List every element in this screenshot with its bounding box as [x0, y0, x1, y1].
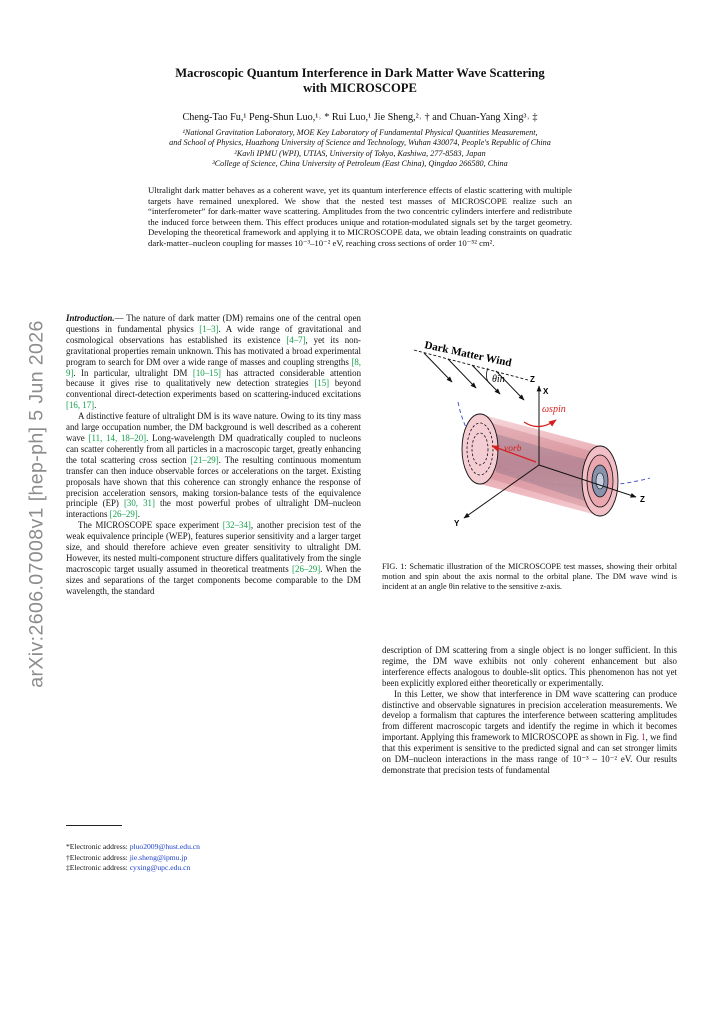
body-text: — The nature of dark matter (DM) remains one of the central open questions in fundamental physics: [66, 313, 361, 334]
affiliation-line: ²Kavli IPMU (WPI), UTIAS, University of Tokyo, Kashiwa, 277-8583, Japan: [234, 148, 486, 158]
z-axis-label-wind: Z: [530, 375, 535, 384]
body-text: . In particular, ultralight DM: [73, 367, 193, 378]
email-link[interactable]: pluo2009@hust.edu.cn: [129, 842, 200, 851]
paper-title: [100, 66, 620, 96]
v-orb-label: vorb: [504, 444, 522, 454]
footnote-label: ‡Electronic address:: [66, 863, 130, 873]
body-text: , we find that this experiment is sensitive to the predicted signal and can set stronger limits on DM–nucleon interactions in the mass range of 10⁻³ – 10⁻² eV. Our results demonstrate that precision tests of fundamental: [382, 732, 677, 775]
microscope-schematic: [400, 322, 670, 552]
arxiv-identifier: arXiv:2606.07008v1 [hep-ph] 5 Jun 2026: [25, 320, 48, 688]
citation-link[interactable]: [8, 9]: [66, 356, 361, 378]
body-text: the most powerful probes of ultralight DM–nucleon interactions: [66, 498, 361, 520]
paragraph: [382, 645, 677, 689]
figure-1-caption: FIG. 1: Schematic illustration of the MICROSCOPE test masses, showing their orbital motion and spin about the axis normal to the orbital plane. The DM wave wind is incident at an angle θin relative to the sensitive z-axis.: [382, 562, 677, 592]
title-line-1: Macroscopic Quantum Interference in Dark Matter Wave Scattering: [175, 66, 545, 80]
paragraph-body: [66, 313, 361, 410]
affiliation-line: and School of Physics, Huazhong University of Science and Technology, Wuhan 430074, People's Republic of China: [169, 138, 551, 148]
affiliation-line: ¹National Gravitation Laboratory, MOE Key Laboratory of Fundamental Physical Quantities Measurement,: [182, 128, 538, 137]
citation-link[interactable]: [30, 31]: [123, 498, 155, 509]
dark-matter-wind-label: Dark Matter Wind: [423, 339, 513, 370]
omega-spin-label: ωspin: [542, 404, 566, 415]
footnote: [66, 853, 366, 864]
body-text: , another precision test of the weak equivalence principle (WEP), features superior sensitivity and a larger target size, and should therefore achieve even greater sensitivity to ultralight DM. However, its nested multi-component structure differs qualitatively from the single macroscopic target usually assumed in theoretical treatments: [66, 520, 361, 574]
theta-in-label: θin: [492, 374, 505, 385]
body-text: has attracted considerable attention because it gives rise to qualitatively new detection strategies: [66, 367, 362, 389]
author-list: Cheng-Tao Fu,¹ Peng-Shun Luo,¹˒ * Rui Luo,¹ Jie Sheng,²˒ † and Chuan-Yang Xing³˒ ‡: [182, 112, 538, 123]
footnote-rule: [66, 825, 122, 826]
body-text: In this Letter, we show that interference in DM wave scattering can produce distinctive and observable signatures in precision acceleration measurements. We develop a formalism that captures the interference between scattering amplitudes from different macroscopic targets and identify the regime in which it becomes important. Applying this framework to MICROSCOPE as shown in Fig.: [382, 688, 677, 743]
footnote-label: *Electronic address:: [66, 842, 130, 851]
abstract: Ultralight dark matter behaves as a coherent wave, yet its quantum interference effects of elastic scattering with multiple targets have remained unexplored. We show that the nested test masses of MICROSCOPE realize such an “interferometer” for dark-matter wave scattering. Amplitudes from the two concentric cylinders interfere and redistribute the induced force between them. This effect produces unique and rotation-modulated signals set by the target geometry. Developing the theoretical framework and applying it to MICROSCOPE data, we obtain leading constraints on quadratic dark-matter–nucleon coupling for masses 10⁻³–10⁻² eV, reaching cross sections of order 10⁻⁵² cm².: [148, 185, 572, 248]
right-column: [382, 645, 677, 776]
body-text: description of DM scattering from a single object is no longer sufficient. In this regime, the DM wave exhibits not only coherent enhancement but also interference effects analogous to double-slit optics. This phenomenon has not yet been explicitly explored either theoretically or experimentally.: [382, 645, 677, 688]
body-text: .: [137, 509, 140, 520]
citation-link[interactable]: [4–7]: [286, 334, 306, 345]
body-text: . The resulting continuous momentum transfer can then induce observable forces or accelerations on the target. Existing proposals have shown that this coherence can strongly enhance the response of precision acceleration sensors, making torsion-balance tests of the equivalence principle (EP): [66, 454, 361, 509]
footnote: [66, 863, 366, 874]
footnote: [66, 842, 366, 853]
email-link[interactable]: jie.sheng@ipmu.jp: [129, 852, 188, 862]
body-text: .: [94, 400, 97, 411]
wind-arrow-icon: [448, 359, 476, 388]
citation-link[interactable]: [32–34]: [222, 520, 251, 531]
citation-link[interactable]: [21–29]: [190, 454, 219, 465]
body-text: . A wide range of gravitational and cosmological observations has established its existence: [66, 323, 362, 345]
wind-arrow-icon: [424, 353, 452, 382]
citation-link[interactable]: [16, 17]: [66, 400, 95, 411]
intro-paragraph-2: [66, 411, 361, 520]
citation-link[interactable]: [15]: [314, 378, 330, 389]
figure-reference-link[interactable]: 1: [641, 732, 646, 743]
figure-1-schematic: [400, 322, 670, 552]
body-text: . Long-wavelength DM quadratically coupled to nucleons can scatter coherently from all particles in a macroscopic target, greatly enhancing the total scattering cross section: [66, 432, 361, 465]
intro-paragraph-3: [66, 520, 361, 596]
intro-paragraph-1: [66, 313, 361, 411]
x-axis-label: X: [543, 387, 549, 396]
body-text: . When the sizes and separations of the target components become comparable to the DM wavelength, the standard: [66, 563, 361, 596]
affiliation-line: ³College of Science, China University of Petroleum (East China), Qingdao 266580, China: [212, 159, 508, 169]
cylinder-right-center: [596, 473, 604, 489]
affiliations: [70, 128, 650, 170]
citation-link[interactable]: [26–29]: [109, 509, 138, 520]
left-column: [66, 313, 361, 597]
body-text: , yet its non-gravitational properties remain unknown. This has motivated a broad experimental program to search for DM over a wide range of masses and coupling strengths: [66, 334, 361, 367]
email-link[interactable]: cyxing@upc.edu.cn: [129, 863, 191, 873]
citation-link[interactable]: [26–29]: [292, 563, 321, 574]
title-line-2: with MICROSCOPE: [303, 81, 417, 95]
citation-link[interactable]: [10–15]: [192, 367, 221, 378]
y-axis-label: Y: [454, 519, 460, 528]
z-axis-label: Z: [640, 495, 645, 504]
spin-arrow-icon: [524, 420, 556, 427]
section-lead-introduction: Introduction.: [66, 313, 115, 323]
footnote-label: †Electronic address:: [66, 852, 130, 862]
body-text: beyond conventional direct-detection experiments based on scattering-induced excitations: [66, 378, 361, 400]
paragraph: [382, 689, 677, 776]
theta-angle-arc: [486, 368, 490, 384]
body-text: The MICROSCOPE space experiment: [78, 520, 223, 531]
citation-link[interactable]: [1–3]: [199, 323, 219, 334]
body-text: A distinctive feature of ultralight DM is its wave nature. Owing to its tiny mass and large occupation number, the DM background is well described as a coherent wave: [66, 411, 361, 443]
citation-link[interactable]: [11, 14, 18–20]: [88, 432, 147, 443]
footnotes: [66, 842, 366, 874]
arxiv-sidebar-stamp: [17, 294, 57, 714]
